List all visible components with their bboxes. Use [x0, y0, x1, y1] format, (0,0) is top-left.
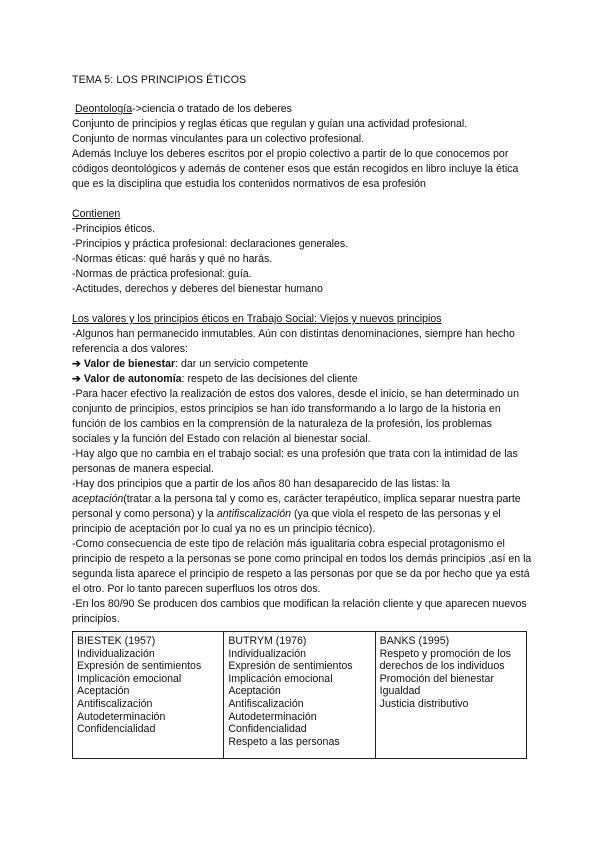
- list-item: Implicación emocional: [228, 672, 333, 685]
- list-item: Respeto a las personas: [228, 735, 340, 748]
- valores-text: (tratar a la persona tal y como es, carácter terapéutico, implica separar nuestra parte personal y como persona) y la: [72, 493, 521, 520]
- arrow-right-icon: ➔: [72, 373, 81, 385]
- column-header: BUTRYM (1976): [228, 635, 307, 647]
- list-item: Autodeterminación: [77, 710, 166, 723]
- deontologia-definition: [72, 102, 532, 117]
- column-header: BANKS (1995): [379, 635, 450, 647]
- list-item: Justicia distributivo: [379, 697, 469, 710]
- valores-text: (ya que viola el respeto de las personas y el principio de aceptación por lo cual ya no es un principio técnico).: [72, 508, 501, 535]
- deontologia-line: Conjunto de normas vinculantes para un colectivo profesional.: [72, 133, 365, 145]
- list-item: Aceptación: [228, 685, 281, 698]
- valores-paragraph: -Hay algo que no cambia en el trabajo social: es una profesión que trata con la intimidad de las personas de manera especial.: [72, 448, 518, 475]
- principles-list: [77, 648, 219, 736]
- contienen-list: [72, 222, 532, 297]
- table-cell-biestek: [73, 632, 224, 759]
- contienen-heading: Contienen: [72, 208, 121, 220]
- valor-autonomia: [72, 372, 532, 387]
- valores-text: -Hay dos principios que a partir de los años 80 han desaparecido de las listas: la: [72, 478, 451, 490]
- valor-autonomia-label: Valor de autonomía: [83, 373, 182, 385]
- list-item: Individualización: [228, 647, 307, 660]
- antifiscalizacion-term: antifiscalización: [216, 508, 292, 520]
- valores-paragraph: -Como consecuencia de este tipo de relación más igualitaria cobra especial protagonismo el principio de respeto a la personas se pone como principal en todos los demás principios ,así en la segunda lista aparece el principio de respeto a las personas por que se da por hecho que ya está el otro. Por lo tanto parecen superfluos los otros dos.: [72, 538, 532, 595]
- list-item: -Normas éticas: qué harás y qué no harás.: [72, 253, 273, 265]
- table-row: [73, 632, 527, 759]
- arrow-right-icon: ➔: [72, 358, 81, 370]
- principles-list: [228, 648, 370, 749]
- list-item: -Actitudes, derechos y deberes del bienestar humano: [72, 283, 323, 295]
- list-item: Confidencialidad: [228, 723, 307, 736]
- list-item: -Principios y práctica profesional: declaraciones generales.: [72, 238, 349, 250]
- aceptacion-term: aceptación: [72, 493, 124, 505]
- valor-autonomia-text: : respeto de las decisiones del cliente: [181, 373, 358, 385]
- list-item: Igualdad: [379, 685, 421, 698]
- list-item: Expresión de sentimientos: [228, 660, 353, 673]
- principles-table: [72, 631, 527, 759]
- table-cell-banks: [375, 632, 526, 759]
- list-item: Promoción del bienestar: [379, 672, 494, 685]
- list-item: Confidencialidad: [77, 723, 156, 736]
- list-item: Implicación emocional: [77, 672, 182, 685]
- valores-paragraph: [72, 477, 532, 537]
- valores-intro: -Algunos han permanecido inmutables. Aún con distintas denominaciones, siempre han hecho referencia a dos valores:: [72, 328, 515, 355]
- table-cell-butrym: [224, 632, 375, 759]
- valores-heading: Los valores y los principios éticos en Trabajo Social: Viejos y nuevos principios: [72, 313, 442, 325]
- deontologia-term: Deontología: [74, 103, 133, 115]
- valores-paragraph: -Para hacer efectivo la realización de estos dos valores, desde el inicio, se han determinado un conjunto de principios, estos principios se han ido transformando a lo largo de la historia en función de los cambios en la comprensión de la naturaleza de la profesión, los problemas sociales y la función del Estado con relación al bienestar social.: [72, 388, 519, 445]
- deontologia-definition-text: ->ciencia o tratado de los deberes: [132, 103, 292, 115]
- document-body: [72, 73, 532, 627]
- list-item: Antifiscalización: [77, 697, 153, 710]
- list-item: Aceptación: [77, 685, 130, 698]
- column-header: BIESTEK (1957): [77, 635, 156, 647]
- valor-bienestar-label: Valor de bienestar: [83, 358, 176, 370]
- list-item: Autodeterminación: [228, 710, 317, 723]
- list-item: Respeto y promoción de los derechos de los individuos: [379, 647, 511, 673]
- valores-paragraph: -En los 80/90 Se producen dos cambios que modifican la relación cliente y que aparecen nuevos principios.: [72, 598, 527, 625]
- list-item: -Principios éticos.: [72, 223, 156, 235]
- deontologia-line: Conjunto de principios y reglas éticas que regulan y guían una actividad profesional.: [72, 118, 468, 130]
- list-item: Individualización: [77, 647, 155, 660]
- page-title: TEMA 5: LOS PRINCIPIOS ÉTICOS: [72, 74, 247, 86]
- list-item: Expresión de sentimientos: [77, 660, 202, 673]
- valor-bienestar: [72, 357, 532, 372]
- list-item: -Normas de práctica profesional: guía.: [72, 268, 252, 280]
- list-item: Antifiscalización: [228, 697, 304, 710]
- valor-bienestar-text: : dar un servicio competente: [175, 358, 309, 370]
- deontologia-line: Además Incluye los deberes escritos por el propio colectivo a partir de lo que conocemos por códigos deontológicos y además de contener esos que están recogidos en libro incluye la ética que es la disciplina que estudia los contenidos normativos de esa profesión: [72, 148, 519, 190]
- principles-list: [380, 648, 522, 711]
